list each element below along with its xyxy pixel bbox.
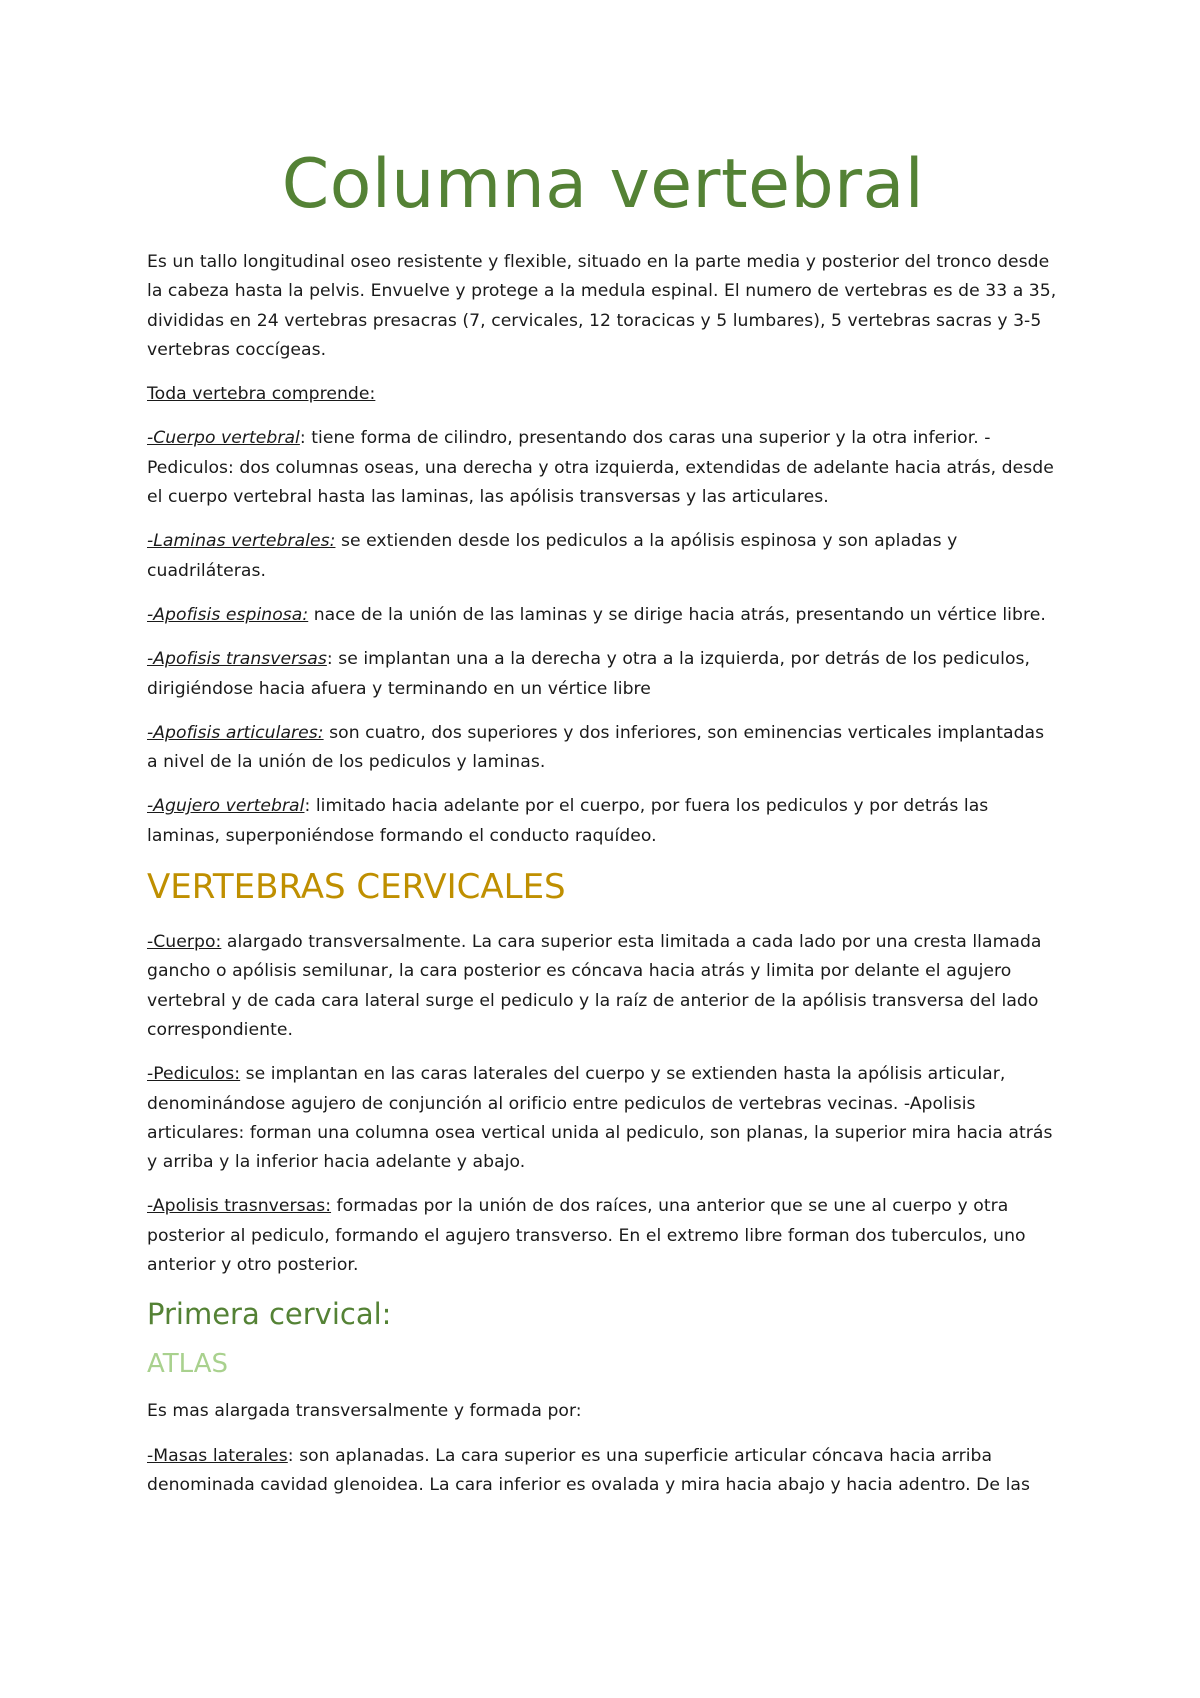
- comprende-paragraph: [147, 380, 1059, 409]
- cervicales-trasnversas-paragraph: [147, 1192, 1059, 1280]
- comprende-label: Toda vertebra comprende:: [147, 384, 376, 405]
- page-title: Columna vertebral: [281, 145, 925, 224]
- articulares-text: son cuatro, dos superiores y dos inferiores, son eminencias verticales implantadas a nivel de la unión de los pediculos y laminas.: [147, 722, 1045, 773]
- cervicales-cuerpo-paragraph: [147, 928, 1059, 1045]
- agujero-text: : limitado hacia adelante por el cuerpo, por fuera los pediculos y por detrás las laminas, superponiéndose formando el conducto raquídeo.: [147, 796, 989, 846]
- atlas-intro-paragraph: Es mas alargada transversalmente y formada por:: [147, 1401, 582, 1422]
- laminas-paragraph: [147, 527, 1059, 586]
- laminas-text: se extienden desde los pediculos a la apólisis espinosa y son apladas y cuadriláteras.: [147, 531, 958, 581]
- transversas-label: -Apofisis transversas: [147, 649, 327, 670]
- cervicales-trasnversas-text: formadas por la unión de dos raíces, una anterior que se une al cuerpo y otra posterior al pediculo, formando el agujero transverso. En el extremo libre forman dos tuberculos, uno anterior y otro posterior.: [147, 1196, 1026, 1276]
- cervicales-pediculos-label: -Pediculos:: [147, 1064, 241, 1085]
- agujero-paragraph: [147, 792, 1059, 851]
- espinosa-text: nace de la unión de las laminas y se dirige hacia atrás, presentando un vértice libre.: [308, 604, 1046, 625]
- cervicales-pediculos-text: se implantan en las caras laterales del cuerpo y se extienden hasta la apólisis articular, denominándose agujero de conjunción al orificio entre pediculos de vertebras vecinas. -Apolisis articulares: forman una columna osea vertical unida al pediculo, son planas, la superior mira hacia atrás y arriba y la inferior hacia adelante y abajo.: [147, 1064, 1053, 1173]
- agujero-label: -Agujero vertebral: [147, 796, 305, 817]
- atlas-heading: ATLAS: [147, 1349, 229, 1380]
- articulares-paragraph: [147, 719, 1059, 778]
- cervicales-trasnversas-label: -Apolisis trasnversas:: [147, 1196, 332, 1217]
- laminas-label: -Laminas vertebrales:: [147, 531, 336, 552]
- espinosa-paragraph: [147, 601, 1059, 630]
- masas-laterales-text: : son aplanadas. La cara superior es una superficie articular cóncava hacia arriba denominada cavidad glenoidea. La cara inferior es ovalada y mira hacia abajo y hacia adentro. De las: [147, 1445, 1030, 1495]
- intro-paragraph: Es un tallo longitudinal oseo resistente y flexible, situado en la parte media y posterior del tronco desde la cabeza hasta la pelvis. Envuelve y protege a la medula espinal. El numero de vertebras es de 33 a 35, divididas en 24 vertebras presacras (7, cervicales, 12 toracicas y 5 lumbares), 5 vertebras sacras y 3-5 vertebras coccígeas.: [147, 252, 1057, 360]
- masas-laterales-label: -Masas laterales: [147, 1445, 288, 1466]
- transversas-paragraph: [147, 645, 1059, 704]
- document-content: [147, 140, 1059, 1515]
- articulares-label: -Apofisis articulares:: [147, 722, 324, 743]
- cuerpo-vertebral-paragraph: [147, 424, 1059, 512]
- cuerpo-vertebral-label: -Cuerpo vertebral: [147, 428, 300, 449]
- cervicales-heading: VERTEBRAS CERVICALES: [147, 867, 566, 908]
- cervicales-cuerpo-text: alargado transversalmente. La cara superior esta limitada a cada lado por una cresta llamada gancho o apólisis semilunar, la cara posterior es cóncava hacia atrás y limita por delante el agujero vertebral y de cada cara lateral surge el pediculo y la raíz de anterior de la apólisis transversa del lado correspondiente.: [147, 932, 1042, 1040]
- cervicales-cuerpo-label: -Cuerpo:: [147, 932, 222, 953]
- transversas-text: : se implantan una a la derecha y otra a la izquierda, por detrás de los pediculos, dirigiéndose hacia afuera y terminando en un vértice libre: [147, 649, 1031, 699]
- cervicales-pediculos-paragraph: [147, 1060, 1059, 1177]
- masas-laterales-paragraph: [147, 1442, 1059, 1501]
- cuerpo-vertebral-text: : tiene forma de cilindro, presentando dos caras una superior y la otra inferior. -Pediculos: dos columnas oseas, una derecha y otra izquierda, extendidas de adelante hacia atrás, desde el cuerpo vertebral hasta las laminas, las apólisis transversas y las articulares.: [147, 428, 1054, 508]
- espinosa-label: -Apofisis espinosa:: [147, 604, 309, 625]
- primera-cervical-heading: Primera cervical:: [147, 1297, 392, 1332]
